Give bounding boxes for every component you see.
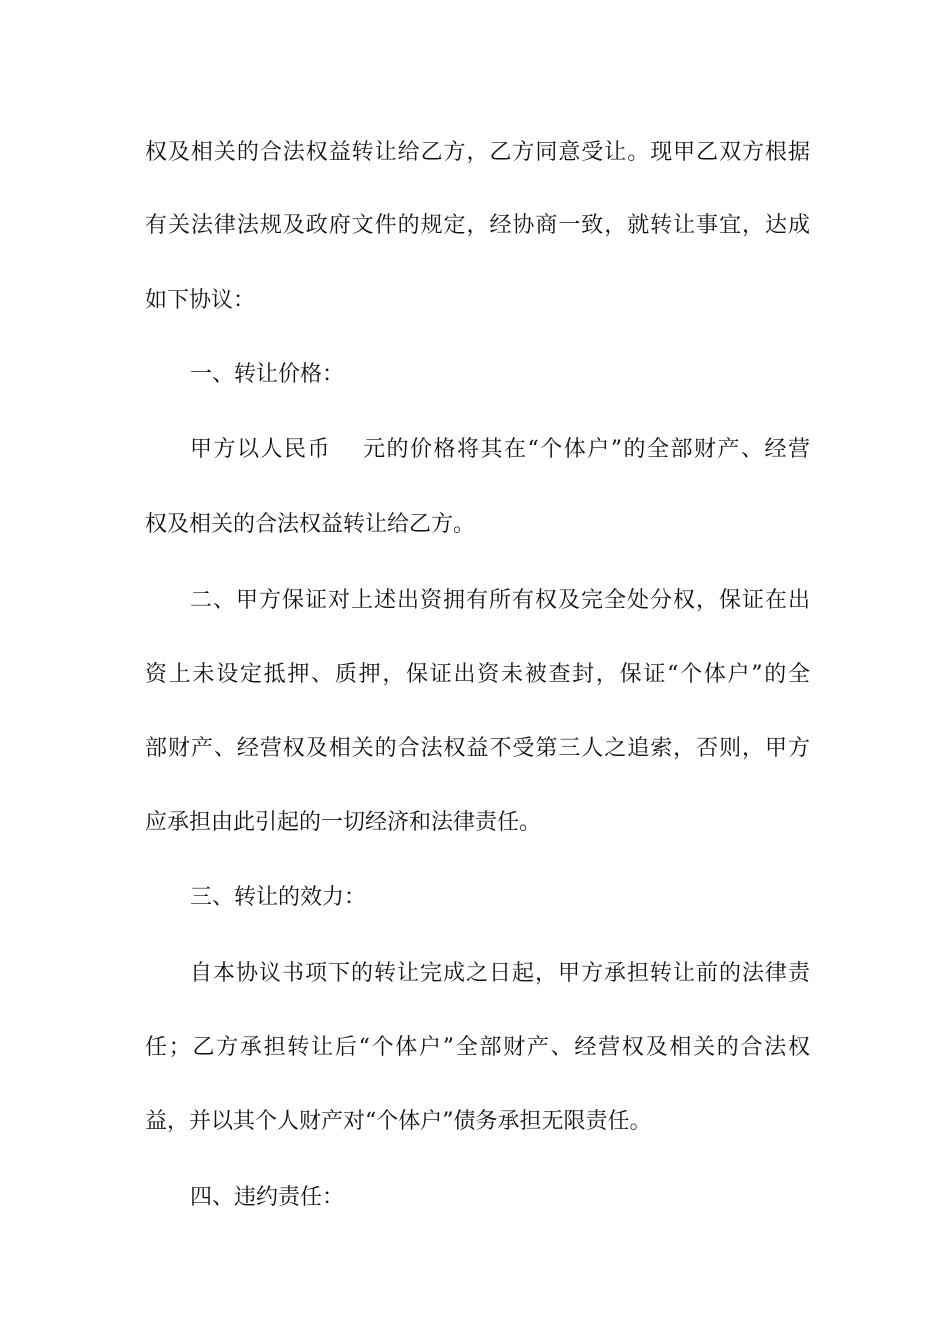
paragraph-line: 部财产、经营权及相关的合法权益不受第三人之追索，否则，甲方 (145, 736, 810, 761)
paragraph-line: 有关法律法规及政府文件的规定，经协商一致，就转让事宜，达成 (145, 213, 810, 238)
paragraph-line: 益，并以其个人财产对“个体户”债务承担无限责任。 (145, 1109, 652, 1134)
paragraph-line: 资上未设定抵押、质押，保证出资未被查封，保证“个体户”的全 (145, 662, 810, 687)
section-heading-4: 四、违约责任： (190, 1185, 345, 1210)
section-heading-3: 三、转让的效力： (190, 885, 367, 910)
paragraph-line: 甲方以人民币 元的价格将其在“个体户”的全部财产、经营 (190, 437, 810, 462)
paragraph-line: 权及相关的合法权益转让给乙方，乙方同意受让。现甲乙双方根据 (145, 140, 810, 165)
paragraph-line: 任；乙方承担转让后“个体户”全部财产、经营权及相关的合法权 (145, 1035, 810, 1060)
paragraph-line: 权及相关的合法权益转让给乙方。 (145, 512, 476, 537)
paragraph-line: 应承担由此引起的一切经济和法律责任。 (145, 810, 542, 835)
paragraph-line: 自本协议书项下的转让完成之日起，甲方承担转让前的法律责 (190, 961, 810, 986)
paragraph-line: 如下协议： (145, 288, 256, 313)
section-heading-2: 二、甲方保证对上述出资拥有所有权及完全处分权，保证在出 (190, 588, 810, 613)
section-heading-1: 一、转让价格： (190, 362, 345, 387)
